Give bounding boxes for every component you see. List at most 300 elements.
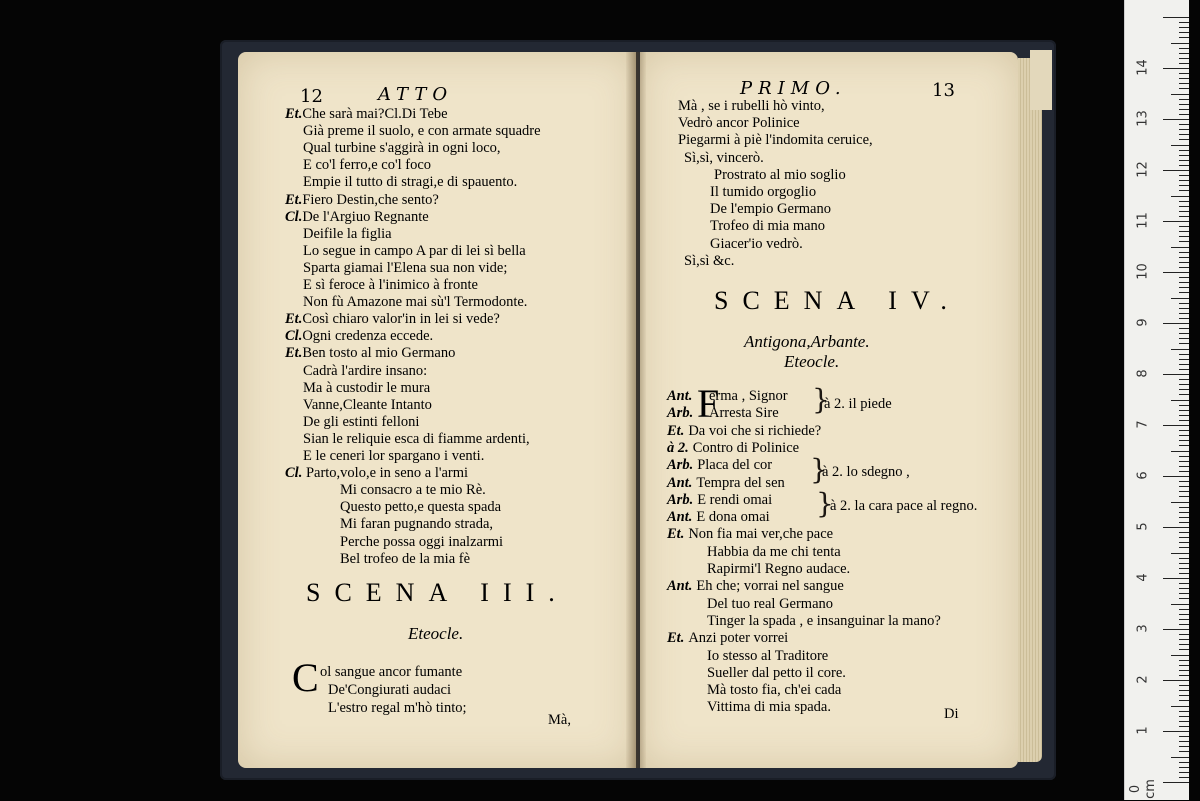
- brace-mark: }: [812, 383, 830, 416]
- verse-text: Cadrà l'ardire insano:: [303, 362, 428, 379]
- ruler-tick: [1179, 190, 1189, 191]
- ruler-tick: [1179, 78, 1189, 79]
- ruler-label: 6: [1135, 471, 1151, 480]
- verse-text: Sì,sì, vincerò.: [684, 149, 764, 166]
- verse-text: De l'empio Germano: [710, 201, 831, 218]
- verse-text: Da voi che si richiede?: [688, 422, 822, 439]
- text-line: [667, 630, 788, 647]
- ruler-tick: [1179, 481, 1189, 482]
- ruler-tick: [1171, 451, 1189, 452]
- page-edges: [1018, 58, 1042, 762]
- right-page-number: 13: [932, 80, 955, 101]
- ruler-tick: [1179, 216, 1189, 217]
- verse-text: Sì,sì &c.: [684, 252, 735, 269]
- speaker-label: Et.: [667, 422, 685, 439]
- ruler-tick: [1179, 634, 1189, 635]
- verse-text: Tinger la spada , e insanguinar la mano?: [707, 612, 941, 629]
- ruler-tick: [1163, 17, 1189, 18]
- right-scene-characters-1: Antigona,Arbante.: [744, 332, 870, 351]
- ruler-tick: [1179, 333, 1189, 334]
- ruler-tick: [1179, 287, 1189, 288]
- ruler-tick: [1171, 349, 1189, 350]
- verse-text: Fiero Destin,che sento?: [302, 191, 439, 208]
- ruler-tick: [1179, 690, 1189, 691]
- ruler-tick: [1179, 532, 1189, 533]
- ruler-tick: [1179, 435, 1189, 436]
- verse-text: De l'Argiuo Regnante: [302, 208, 429, 225]
- ruler-tick: [1179, 405, 1189, 406]
- right-catchword: Di: [944, 706, 959, 722]
- ruler-tick: [1179, 53, 1189, 54]
- left-page-number: 12: [300, 86, 323, 107]
- ruler-tick: [1179, 751, 1189, 752]
- verse-text: Vanne,Cleante Intanto: [303, 396, 432, 413]
- verse-text: E co'l ferro,e co'l foco: [303, 157, 432, 174]
- speaker-label: Ant.: [667, 474, 693, 491]
- text-line: [340, 551, 470, 568]
- ruler-tick: [1179, 568, 1189, 569]
- ruler-tick: [1179, 241, 1189, 242]
- verse-text: Non fù Amazone mai sù'l Termodonte.: [303, 294, 528, 311]
- verse-text: Sueller dal petto il core.: [707, 664, 846, 681]
- left-scene-heading: SCENA III.: [306, 578, 569, 607]
- ruler-tick: [1179, 675, 1189, 676]
- text-line: [303, 243, 526, 260]
- ruler-tick: [1179, 318, 1189, 319]
- text-line: [687, 613, 941, 630]
- text-line: [667, 457, 772, 474]
- ruler-tick: [1179, 206, 1189, 207]
- verse-text: Che sarà mai?Cl.Di Tebe: [302, 106, 448, 122]
- text-line: [303, 363, 427, 380]
- ruler-tick: [1179, 109, 1189, 110]
- ruler-tick: [1179, 236, 1189, 237]
- right-scene-characters-2: Eteocle.: [784, 352, 840, 371]
- verse-text: Trofeo di mia mano: [710, 218, 826, 235]
- ruler-tick: [1179, 359, 1189, 360]
- ruler-tick: [1171, 502, 1189, 503]
- ruler-tick: [1179, 364, 1189, 365]
- ruler-tick: [1179, 277, 1189, 278]
- text-line: [687, 682, 841, 699]
- ruler-tick: [1163, 527, 1189, 528]
- ruler-tick: [1179, 609, 1189, 610]
- ruler-tick: [1163, 272, 1189, 273]
- ruler-tick: [1179, 27, 1189, 28]
- ruler-tick: [1179, 415, 1189, 416]
- ruler-label: 5: [1135, 522, 1151, 531]
- ruler-tick: [1179, 660, 1189, 661]
- ruler-tick: [1179, 32, 1189, 33]
- ruler-label: 14: [1135, 59, 1151, 76]
- ruler-tick: [1179, 695, 1189, 696]
- text-line: [667, 405, 779, 422]
- ruler-tick: [1179, 58, 1189, 59]
- ruler-label: 2: [1135, 675, 1151, 684]
- text-line: [667, 509, 770, 526]
- ruler-tick: [1179, 644, 1189, 645]
- ruler-tick: [1163, 680, 1189, 681]
- verse-text: Ben tosto al mio Germano: [302, 345, 456, 362]
- verse-text: Qual turbine s'aggirà in ogni loco,: [303, 140, 501, 157]
- ruler-label: 12: [1135, 161, 1151, 178]
- text-line: [285, 311, 500, 328]
- text-line: [667, 578, 844, 595]
- verse-text: Vittima di mia spada.: [707, 699, 831, 716]
- ruler-tick: [1179, 88, 1189, 89]
- verse-text: E le ceneri lor spargano i venti.: [303, 448, 485, 464]
- verse-text: Habbia da me chi tenta: [707, 543, 841, 560]
- ruler-tick: [1179, 517, 1189, 518]
- ruler-label: 8: [1135, 369, 1151, 378]
- text-line: [285, 209, 429, 226]
- text-line: [667, 475, 785, 492]
- ruler-tick: [1171, 298, 1189, 299]
- ruler-tick: [1179, 639, 1189, 640]
- speaker-label: Cl.: [285, 328, 303, 345]
- ruler-tick: [1179, 542, 1189, 543]
- ruler-tick: [1179, 48, 1189, 49]
- verse-text: Anzi poter vorrei: [688, 630, 789, 647]
- ruler-tick: [1179, 384, 1189, 385]
- ruler-tick: [1179, 226, 1189, 227]
- verse-text: L'estro regal m'hò tinto;: [328, 700, 467, 716]
- text-line: [667, 526, 833, 543]
- left-catchword: Mà,: [548, 712, 571, 728]
- ruler-tick: [1179, 456, 1189, 457]
- ruler-tick: [1179, 313, 1189, 314]
- ruler-tick: [1179, 308, 1189, 309]
- text-line: [687, 544, 841, 561]
- text-line: [340, 516, 493, 533]
- right-scene-heading: SCENA IV.: [714, 286, 961, 315]
- ruler-tick: [1179, 772, 1189, 773]
- ruler-tick: [1171, 604, 1189, 605]
- verse-text: Piegarmi à piè l'indomita ceruice,: [678, 132, 873, 149]
- brace-mark: }: [816, 487, 834, 520]
- ruler-tick: [1171, 553, 1189, 554]
- text-line: [303, 294, 527, 311]
- ruler-tick: [1179, 665, 1189, 666]
- speaker-label: Et.: [667, 526, 685, 543]
- ruler-tick: [1171, 196, 1189, 197]
- speaker-label: Et.: [667, 630, 685, 647]
- ruler-tick: [1171, 43, 1189, 44]
- verse-text: Sian le reliquie esca di fiamme ardenti,: [303, 430, 530, 447]
- ruler-tick: [1179, 37, 1189, 38]
- ruler-tick: [1179, 180, 1189, 181]
- verse-text: Bel trofeo de la mia fè: [340, 550, 471, 567]
- speaker-label: Et.: [285, 106, 303, 122]
- ruler-tick: [1163, 119, 1189, 120]
- text-line: [285, 192, 439, 209]
- verse-text: Contro di Polinice: [692, 439, 800, 456]
- ruler-tick: [1179, 777, 1189, 778]
- ruler-tick: [1179, 547, 1189, 548]
- verse-text: Già preme il suolo, e con armate squadre: [303, 123, 541, 140]
- ruler-tick: [1171, 247, 1189, 248]
- ruler-tick: [1179, 522, 1189, 523]
- ruler-label: 10: [1135, 263, 1151, 280]
- verse-text: ol sangue ancor fumante: [320, 664, 463, 680]
- ruler-tick: [1179, 466, 1189, 467]
- ruler-tick: [1179, 63, 1189, 64]
- right-running-head: PRIMO.: [740, 78, 847, 99]
- text-line: [340, 482, 486, 499]
- verse-text: Eh che; vorrai nel sangue: [696, 578, 844, 595]
- speaker-label: Ant.: [667, 578, 693, 595]
- text-line: [667, 423, 821, 440]
- verse-text: Prostrato al mio soglio: [714, 166, 846, 183]
- verse-text: Mi consacro a te mio Rè.: [340, 482, 486, 499]
- ruler-tick: [1179, 593, 1189, 594]
- book-gutter: [626, 52, 646, 768]
- ruler-tick: [1171, 757, 1189, 758]
- text-line: [285, 345, 455, 362]
- verse-text: Empie il tutto di stragi,e di spauento.: [303, 174, 518, 191]
- ruler-tick: [1179, 700, 1189, 701]
- ruler-tick: [1179, 762, 1189, 763]
- ruler-label: 4: [1135, 573, 1151, 582]
- ruler-tick: [1163, 170, 1189, 171]
- ruler-tick: [1179, 231, 1189, 232]
- ruler-tick: [1179, 338, 1189, 339]
- text-line: [303, 414, 419, 431]
- ruler-tick: [1179, 369, 1189, 370]
- ruler-tick: [1179, 767, 1189, 768]
- ruler-tick: [1179, 150, 1189, 151]
- text-line: [687, 596, 833, 613]
- ruler-tick: [1179, 104, 1189, 105]
- ruler-tick: [1179, 461, 1189, 462]
- ruler-tick: [1179, 155, 1189, 156]
- text-line: [303, 380, 430, 397]
- ruler-label: 7: [1135, 420, 1151, 429]
- verse-text: Del tuo real Germano: [707, 595, 834, 612]
- ruler-tick: [1163, 323, 1189, 324]
- ruler-tick: [1163, 476, 1189, 477]
- verse-text: E sì feroce à l'inimico à fronte: [303, 277, 478, 293]
- ruler-tick: [1179, 558, 1189, 559]
- verse-text: Sparta giamai l'Elena sua non vide;: [303, 259, 508, 276]
- ruler-tick: [1179, 410, 1189, 411]
- left-running-head: ATTO: [378, 84, 454, 105]
- verse-text: Mà tosto fia, ch'ei cada: [707, 682, 842, 699]
- text-line: [285, 465, 468, 482]
- ruler-tick: [1179, 160, 1189, 161]
- speaker-label: Arb.: [667, 457, 694, 474]
- ruler-tick: [1163, 629, 1189, 630]
- ruler-tick: [1163, 374, 1189, 375]
- ruler-tick: [1179, 721, 1189, 722]
- speaker-label: Cl.: [285, 465, 303, 482]
- brace-note-3: à 2. la cara pace al regno.: [830, 498, 978, 514]
- verse-text: erma , Signor: [709, 388, 788, 404]
- ruler-tick: [1171, 400, 1189, 401]
- speaker-label: Ant.: [667, 509, 693, 526]
- left-dropcap: C: [292, 655, 319, 700]
- text-line: [667, 440, 799, 457]
- ruler-tick: [1179, 420, 1189, 421]
- verse-text: De'Congiurati audaci: [328, 682, 452, 698]
- ruler-tick: [1179, 262, 1189, 263]
- ruler-tick: [1179, 649, 1189, 650]
- ruler-tick: [1179, 267, 1189, 268]
- text-line: [687, 561, 850, 578]
- ruler-tick: [1179, 354, 1189, 355]
- brace-mark: }: [810, 453, 828, 486]
- ruler-tick: [1163, 731, 1189, 732]
- ruler-tick: [1179, 252, 1189, 253]
- verse-text: Deifile la figlia: [303, 225, 392, 242]
- ruler-tick: [1179, 583, 1189, 584]
- ruler-tick: [1179, 614, 1189, 615]
- verse-text: E dona omai: [696, 509, 770, 526]
- verse-text: Parto,volo,e in seno a l'armi: [302, 465, 469, 482]
- verse-text: Tempra del sen: [696, 474, 785, 491]
- verse-text: Mà , se i rubelli hò vinto,: [678, 98, 825, 114]
- text-line: [340, 499, 501, 516]
- measuring-ruler: [1124, 0, 1189, 800]
- verse-text: Giacer'io vedrò.: [710, 235, 803, 252]
- ruler-tick: [1171, 145, 1189, 146]
- text-line: [687, 699, 831, 716]
- left-scene-characters: Eteocle.: [408, 624, 464, 643]
- ruler-tick: [1179, 343, 1189, 344]
- verse-text: Il tumido orgoglio: [710, 184, 817, 200]
- ruler-tick: [1179, 598, 1189, 599]
- ruler-tick: [1179, 588, 1189, 589]
- ruler-tick: [1179, 430, 1189, 431]
- verse-text: Perche possa oggi inalzarmi: [340, 533, 504, 550]
- text-line: [303, 140, 501, 157]
- ruler-tick: [1179, 22, 1189, 23]
- ruler-tick: [1179, 624, 1189, 625]
- ruler-tick: [1179, 124, 1189, 125]
- ruler-tick: [1179, 165, 1189, 166]
- ruler-label: 11: [1135, 212, 1151, 229]
- speaker-label: Arb.: [667, 405, 694, 422]
- verse-text: Ma à custodir le mura: [303, 379, 431, 396]
- ruler-tick: [1171, 655, 1189, 656]
- ruler-tick: [1179, 563, 1189, 564]
- ruler-tick: [1179, 99, 1189, 100]
- speaker-label: Et.: [285, 345, 303, 362]
- text-line: [303, 157, 431, 174]
- ruler-tick: [1179, 507, 1189, 508]
- ruler-tick: [1179, 471, 1189, 472]
- speaker-label: Ant.: [667, 388, 693, 404]
- ruler-tick: [1179, 440, 1189, 441]
- verse-text: Io stesso al Traditore: [707, 647, 829, 664]
- brace-note-2: à 2. lo sdegno ,: [822, 464, 910, 480]
- ruler-tick: [1163, 68, 1189, 69]
- speaker-label: Et.: [285, 311, 303, 328]
- ruler-tick: [1179, 496, 1189, 497]
- text-line: [303, 174, 517, 191]
- ruler-tick: [1179, 134, 1189, 135]
- ruler-tick: [1179, 389, 1189, 390]
- verse-text: Rapirmi'l Regno audace.: [707, 561, 851, 577]
- ruler-tick: [1179, 257, 1189, 258]
- speaker-label: Arb.: [667, 491, 694, 508]
- text-line: [303, 226, 392, 243]
- text-line: [340, 534, 503, 551]
- ruler-tick: [1179, 303, 1189, 304]
- ruler-tick: [1163, 782, 1189, 783]
- ruler-tick: [1179, 73, 1189, 74]
- verse-text: Arresta Sire: [709, 405, 779, 422]
- verse-text: E rendi omai: [697, 491, 773, 508]
- ruler-label: 3: [1135, 624, 1151, 633]
- paper-tab: [1030, 50, 1052, 110]
- ruler-tick: [1179, 83, 1189, 84]
- text-line: [285, 328, 433, 345]
- ruler-tick: [1171, 94, 1189, 95]
- text-line: [667, 388, 788, 405]
- ruler-tick: [1179, 491, 1189, 492]
- text-line: [303, 431, 530, 448]
- ruler-label: 9: [1135, 318, 1151, 327]
- ruler-tick: [1179, 139, 1189, 140]
- ruler-tick: [1163, 221, 1189, 222]
- speaker-label: à 2.: [667, 439, 689, 456]
- text-line: [667, 492, 772, 509]
- verse-text: Questo petto,e questa spada: [340, 499, 502, 516]
- ruler-label: 1: [1135, 726, 1151, 735]
- ruler-tick: [1171, 706, 1189, 707]
- ruler-tick: [1179, 445, 1189, 446]
- text-line: [303, 277, 478, 294]
- speaker-label: Cl.: [285, 208, 303, 225]
- ruler-tick: [1179, 573, 1189, 574]
- right-dropcap: F: [697, 381, 720, 426]
- ruler-tick: [1179, 175, 1189, 176]
- ruler-tick: [1179, 185, 1189, 186]
- ruler-tick: [1179, 726, 1189, 727]
- ruler-tick: [1163, 425, 1189, 426]
- verse-text: Placa del cor: [697, 457, 773, 474]
- ruler-tick: [1179, 512, 1189, 513]
- ruler-tick: [1179, 201, 1189, 202]
- ruler-tick: [1179, 736, 1189, 737]
- ruler-tick: [1179, 537, 1189, 538]
- text-line: [687, 665, 846, 682]
- ruler-tick: [1179, 685, 1189, 686]
- text-line: [303, 123, 541, 140]
- verse-text: Vedrò ancor Polinice: [678, 115, 800, 132]
- ruler-label: 13: [1135, 110, 1151, 127]
- ruler-tick: [1179, 114, 1189, 115]
- speaker-label: Et.: [285, 191, 303, 208]
- ruler-tick: [1179, 282, 1189, 283]
- verse-text: Così chiaro valor'in in lei si vede?: [302, 311, 500, 328]
- ruler-tick: [1179, 716, 1189, 717]
- verse-text: Mi faran pugnando strada,: [340, 516, 494, 533]
- ruler-tick: [1179, 741, 1189, 742]
- text-line: [687, 648, 828, 665]
- verse-text: Lo segue in campo A par di lei sì bella: [303, 242, 526, 259]
- ruler-tick: [1179, 292, 1189, 293]
- ruler-tick: [1163, 578, 1189, 579]
- ruler-tick: [1179, 328, 1189, 329]
- text-line: [303, 397, 432, 414]
- brace-note-1: à 2. il piede: [824, 396, 892, 412]
- ruler-tick: [1179, 619, 1189, 620]
- ruler-label: 0 cm: [1128, 779, 1158, 799]
- ruler-tick: [1179, 711, 1189, 712]
- ruler-tick: [1179, 129, 1189, 130]
